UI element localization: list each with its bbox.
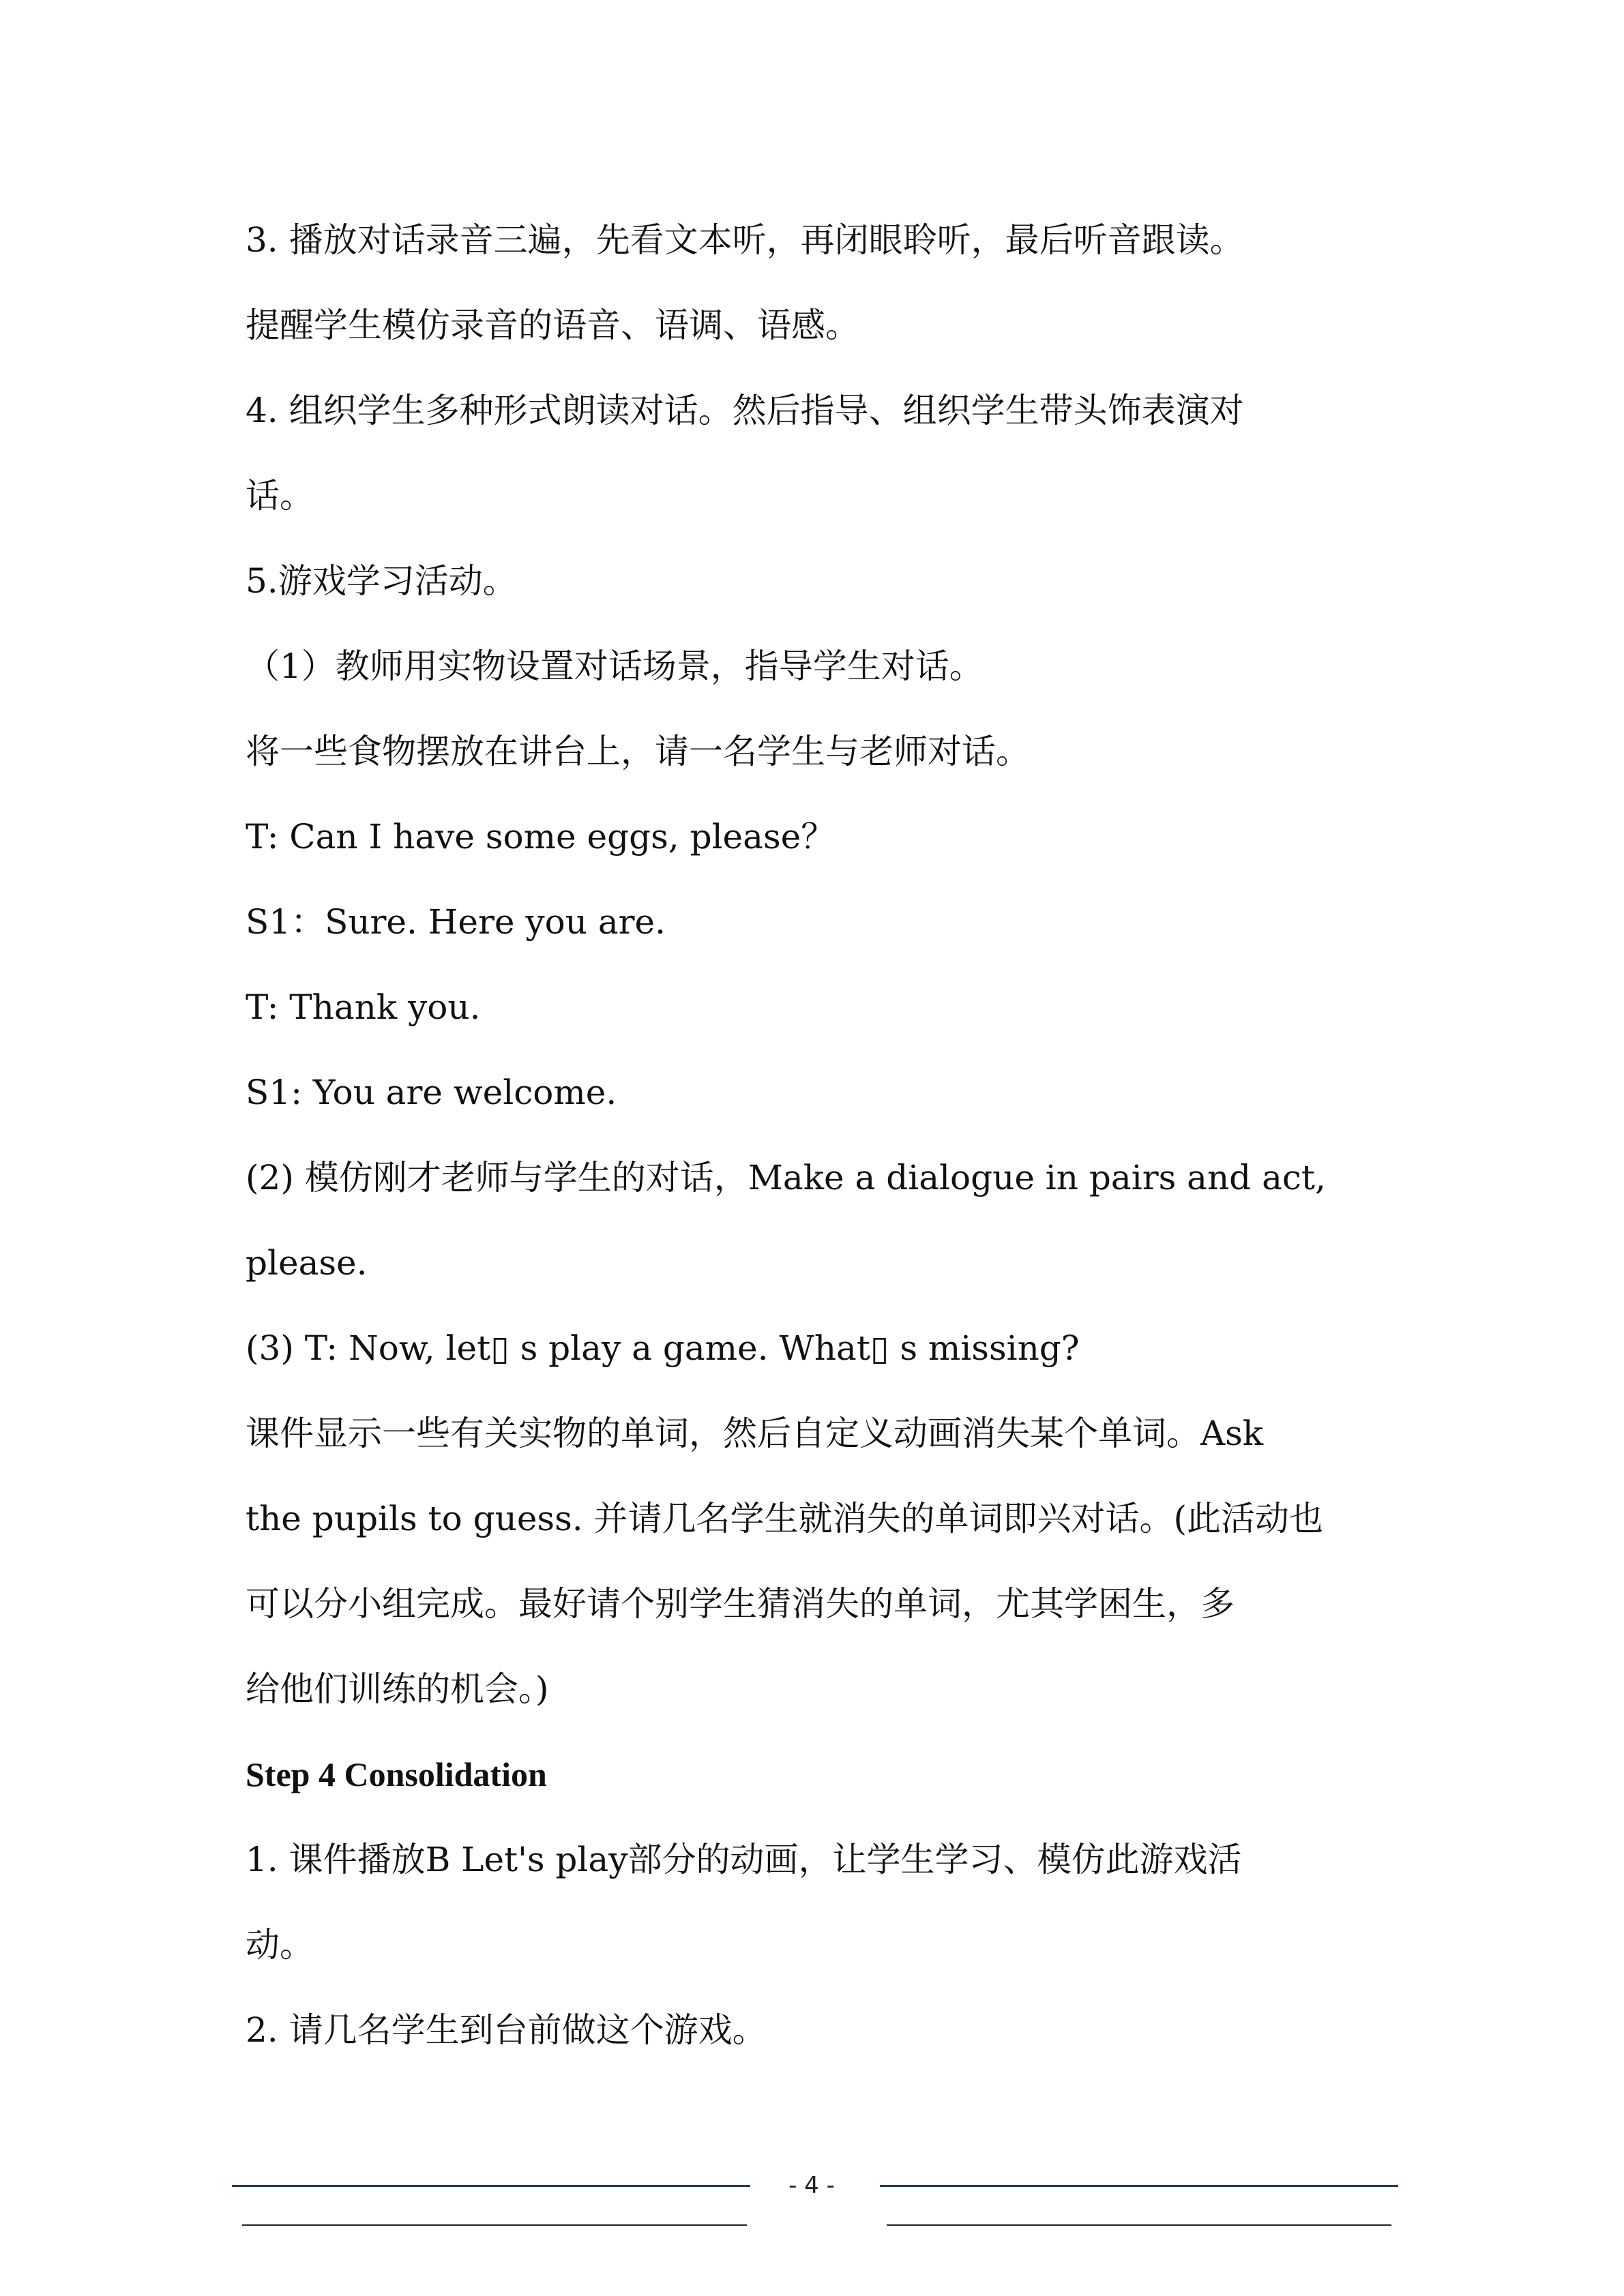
- paragraph-line: 话。: [246, 476, 314, 516]
- footer-underline-right: [887, 2224, 1391, 2226]
- paragraph-line: the pupils to guess. 并请几名学生就消失的单词即兴对话。(此活动也: [246, 1499, 1324, 1538]
- dialogue-line: T: Thank you.: [246, 987, 481, 1027]
- paragraph-line: （1）教师用实物设置对话场景，指导学生对话。: [246, 646, 984, 686]
- footer-underline-left: [242, 2224, 747, 2226]
- paragraph-line: 动。: [246, 1925, 314, 1965]
- dialogue-line: S1：Sure. Here you are.: [246, 902, 666, 942]
- dialogue-line: S1: You are welcome.: [246, 1073, 617, 1112]
- section-heading: Step 4 Consolidation: [246, 1755, 547, 1793]
- paragraph-line: (3) T: Now, let▯ s play a game. What▯ s missing?: [246, 1328, 1080, 1368]
- paragraph-line: 5.游戏学习活动。: [246, 561, 517, 601]
- paragraph-line: 1. 课件播放B Let's play部分的动画，让学生学习、模仿此游戏活: [246, 1840, 1242, 1879]
- paragraph-line: 3. 播放对话录音三遍，先看文本听，再闭眼聆听，最后听音跟读。: [246, 220, 1244, 260]
- paragraph-line: please.: [246, 1243, 368, 1283]
- paragraph-line: 课件显示一些有关实物的单词，然后自定义动画消失某个单词。Ask: [246, 1414, 1264, 1453]
- dialogue-line: T: Can I have some eggs, please？: [246, 817, 836, 856]
- paragraph-line: 给他们训练的机会。): [246, 1669, 549, 1709]
- paragraph-line: 可以分小组完成。最好请个别学生猜消失的单词，尤其学困生，多: [246, 1584, 1235, 1624]
- footer-rule-right: [880, 2185, 1398, 2187]
- paragraph-line: 提醒学生模仿录音的语音、语调、语感。: [246, 305, 859, 345]
- footer-rule-left: [232, 2185, 750, 2187]
- paragraph-line: 4. 组织学生多种形式朗读对话。然后指导、组织学生带头饰表演对: [246, 391, 1244, 430]
- paragraph-line: 2. 请几名学生到台前做这个游戏。: [246, 2010, 767, 2050]
- paragraph-line: 将一些食物摆放在讲台上，请一名学生与老师对话。: [246, 732, 1030, 771]
- page-number: - 4 -: [788, 2172, 835, 2199]
- paragraph-line: (2) 模仿刚才老师与学生的对话，Make a dialogue in pairs and act,: [246, 1158, 1326, 1197]
